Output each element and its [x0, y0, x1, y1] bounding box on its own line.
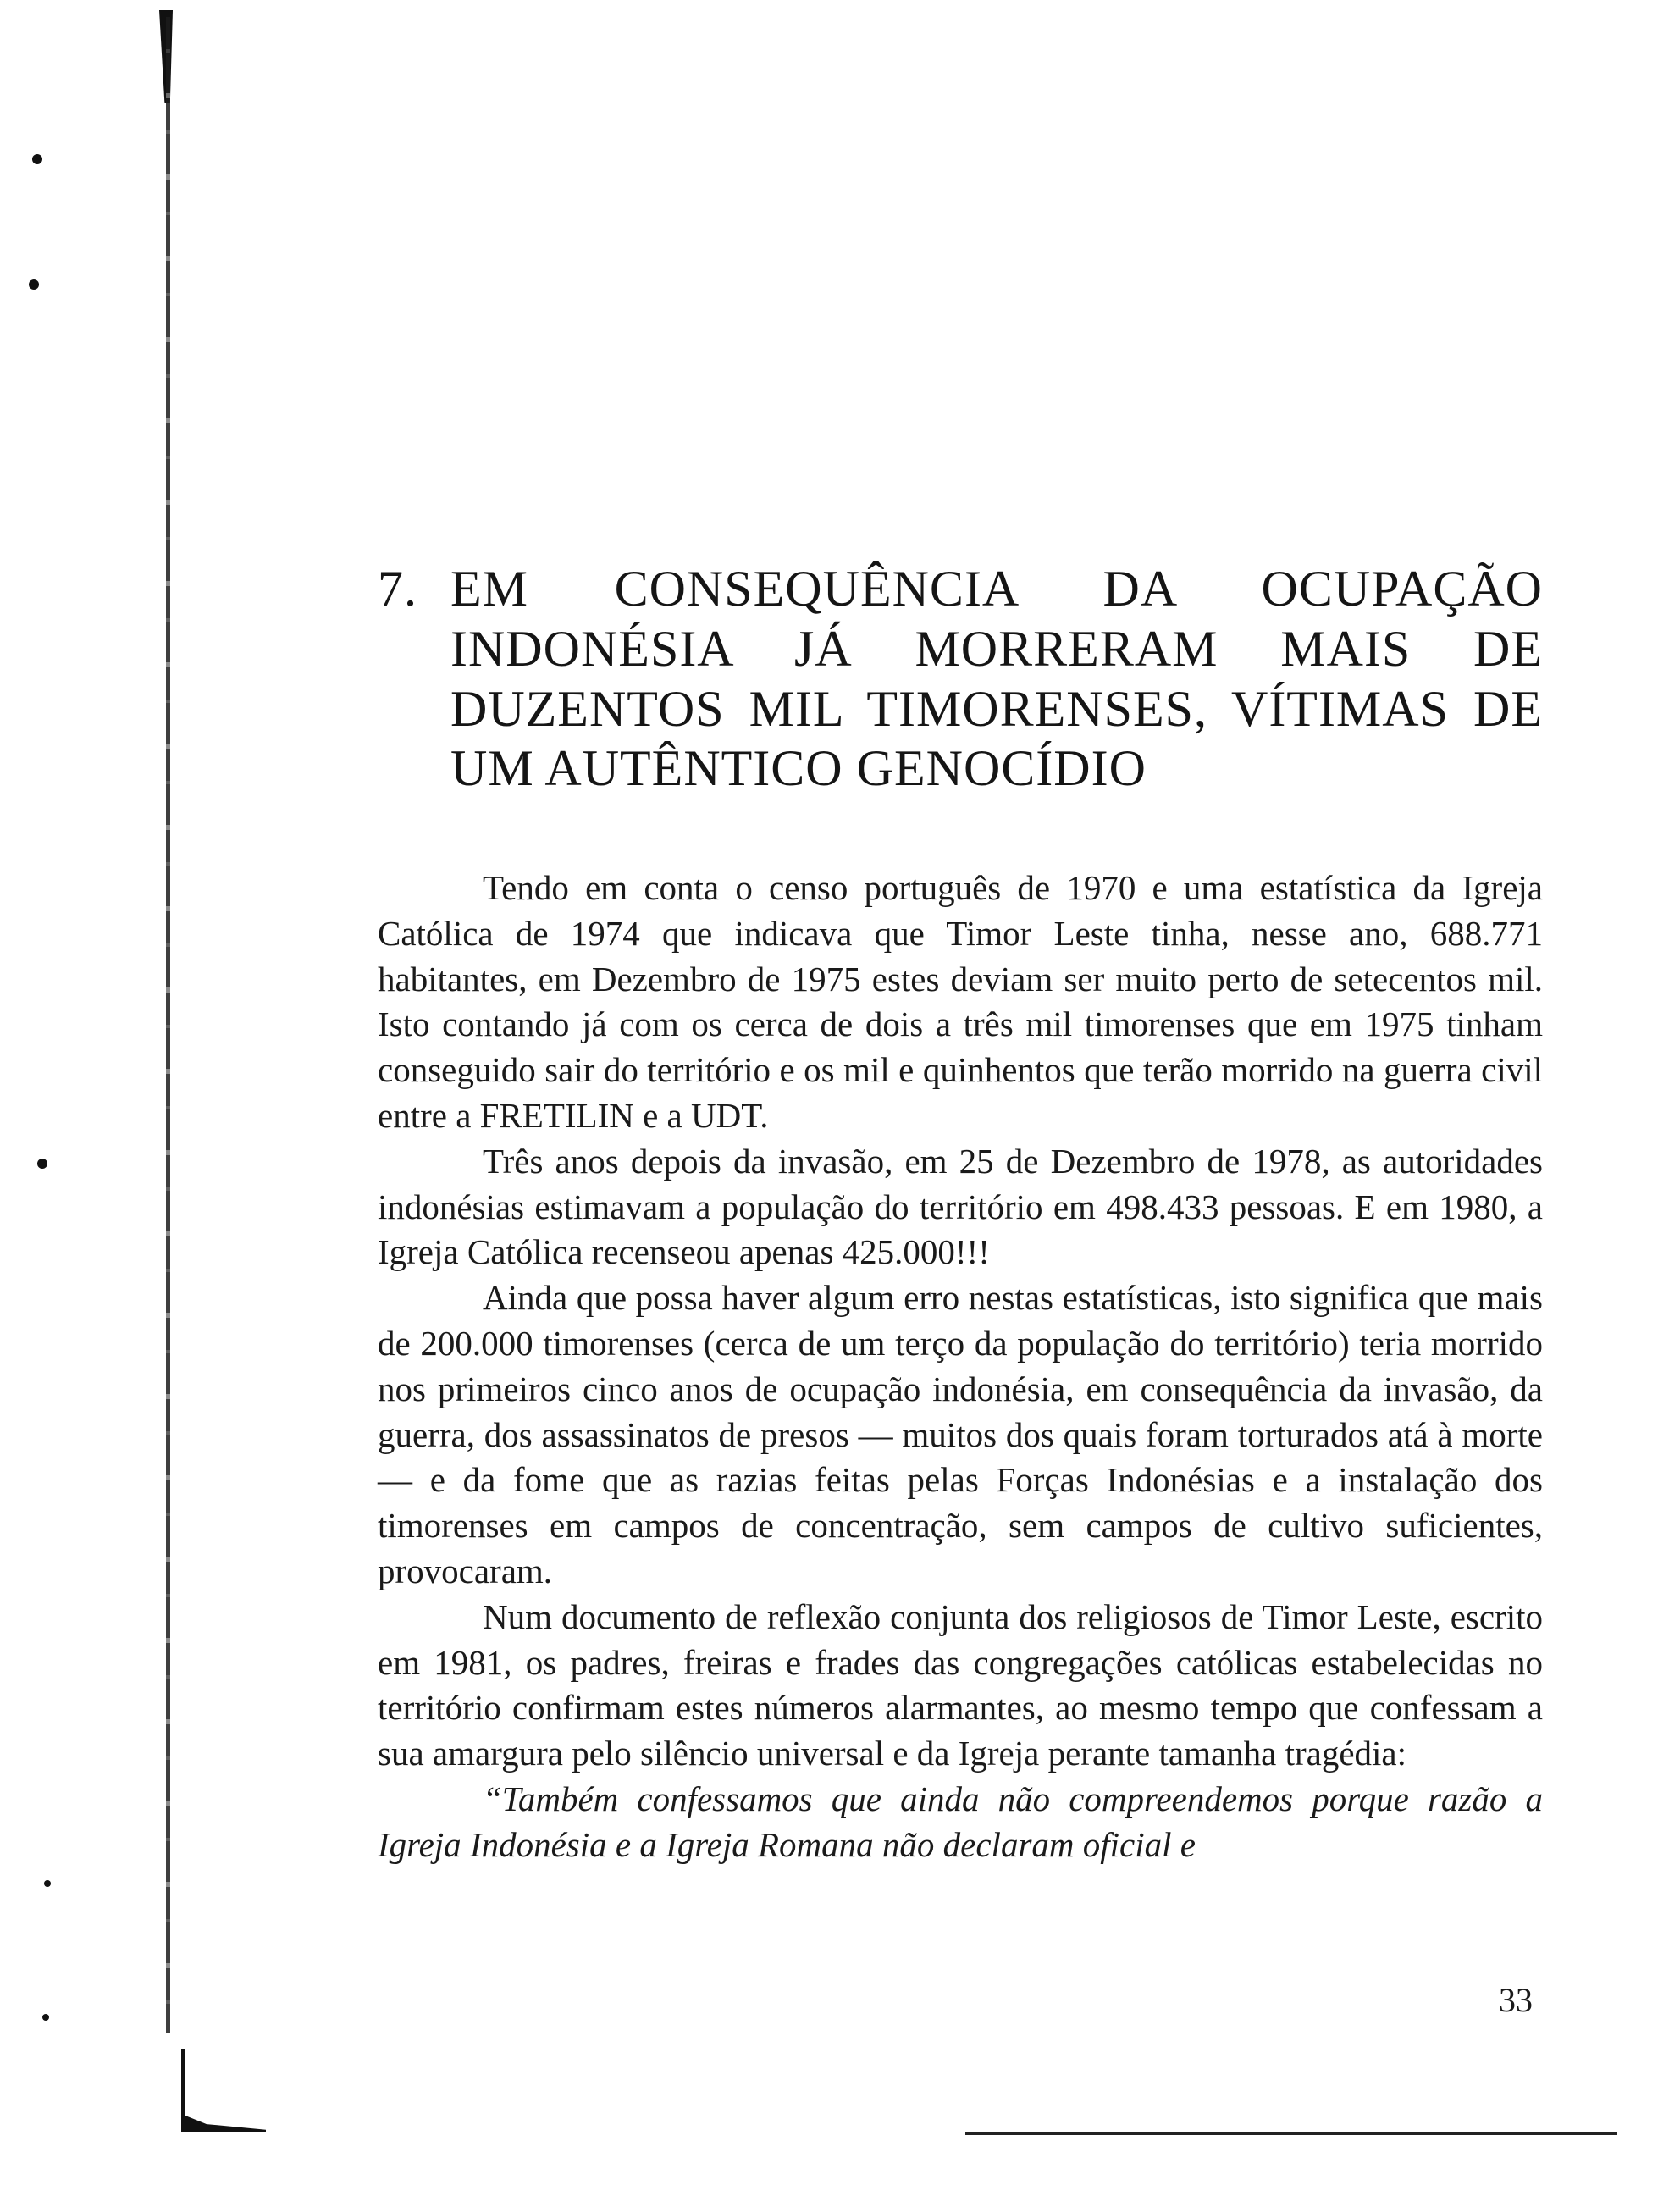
body-text: [378, 866, 1543, 1868]
crop-mark-horizontal: [181, 2114, 266, 2132]
scan-speck: [29, 279, 39, 290]
paragraph: Num documento de reflexão conjunta dos religiosos de Timor Leste, escrito em 1981, os padres, freiras e frades das congregações católicas estabelecidas no território confirmam estes números alarmantes, ao mesmo tempo que confessam a sua amargura pelo silêncio universal e da Igreja perante tamanha tragédia:: [378, 1596, 1543, 1773]
paragraph: Três anos depois da invasão, em 25 de Dezembro de 1978, as autoridades indonésias estimavam a população do território em 498.433 pessoas. E em 1980, a Igreja Católica recenseou apenas 425.000!!!: [378, 1141, 1543, 1272]
quote-paragraph: “Também confessamos que ainda não compreendemos porque razão a Igreja Indonésia e a Igreja Romana não declaram oficial e: [378, 1778, 1543, 1864]
chapter-number: 7.: [378, 561, 417, 617]
paragraph: Ainda que possa haver algum erro nestas estatísticas, isto significa que mais de 200.000 timorenses (cerca de um terço da população do território) teria morrido nos primeiros cinco anos de ocupação indonésia, em consequência da invasão, da guerra, dos assassinatos de presos — muitos dos quais foram torturados atá à morte — e da fome que as razias feitas pelas Forças Indonésias e a instalação dos timorenses em campos de concentração, sem campos de cultivo suficientes, provocaram.: [378, 1278, 1543, 1590]
paragraph: Tendo em conta o censo português de 1970 e uma estatística da Igreja Católica de 1974 que indicava que Timor Leste tinha, nesse ano, 688.771 habitantes, em Dezembro de 1975 estes deviam ser muito perto de setecentos mil. Isto contando já com os cerca de dois a três mil timorenses que em 1975 tinham conseguido sair do território e os mil e quinhentos que terão morrido na guerra civil entre a FRETILIN e a UDT.: [378, 868, 1543, 1135]
scan-speck: [44, 1880, 51, 1887]
page-number: 33: [1499, 1981, 1533, 2019]
chapter-heading: [378, 559, 1543, 799]
scan-speck: [42, 2014, 49, 2021]
chapter-title: EM CONSEQUÊNCIA DA OCUPAÇÃO INDONÉSIA JÁ MORRERAM MAIS DE DUZENTOS MIL TIMORENSES, VÍTIMAS DE UM AUTÊNTICO GENOCÍDIO: [450, 561, 1543, 797]
bottom-rule: [965, 2132, 1617, 2135]
scan-speck: [37, 1159, 47, 1169]
binding-edge-line: [166, 17, 170, 2033]
scan-speck: [32, 154, 42, 164]
